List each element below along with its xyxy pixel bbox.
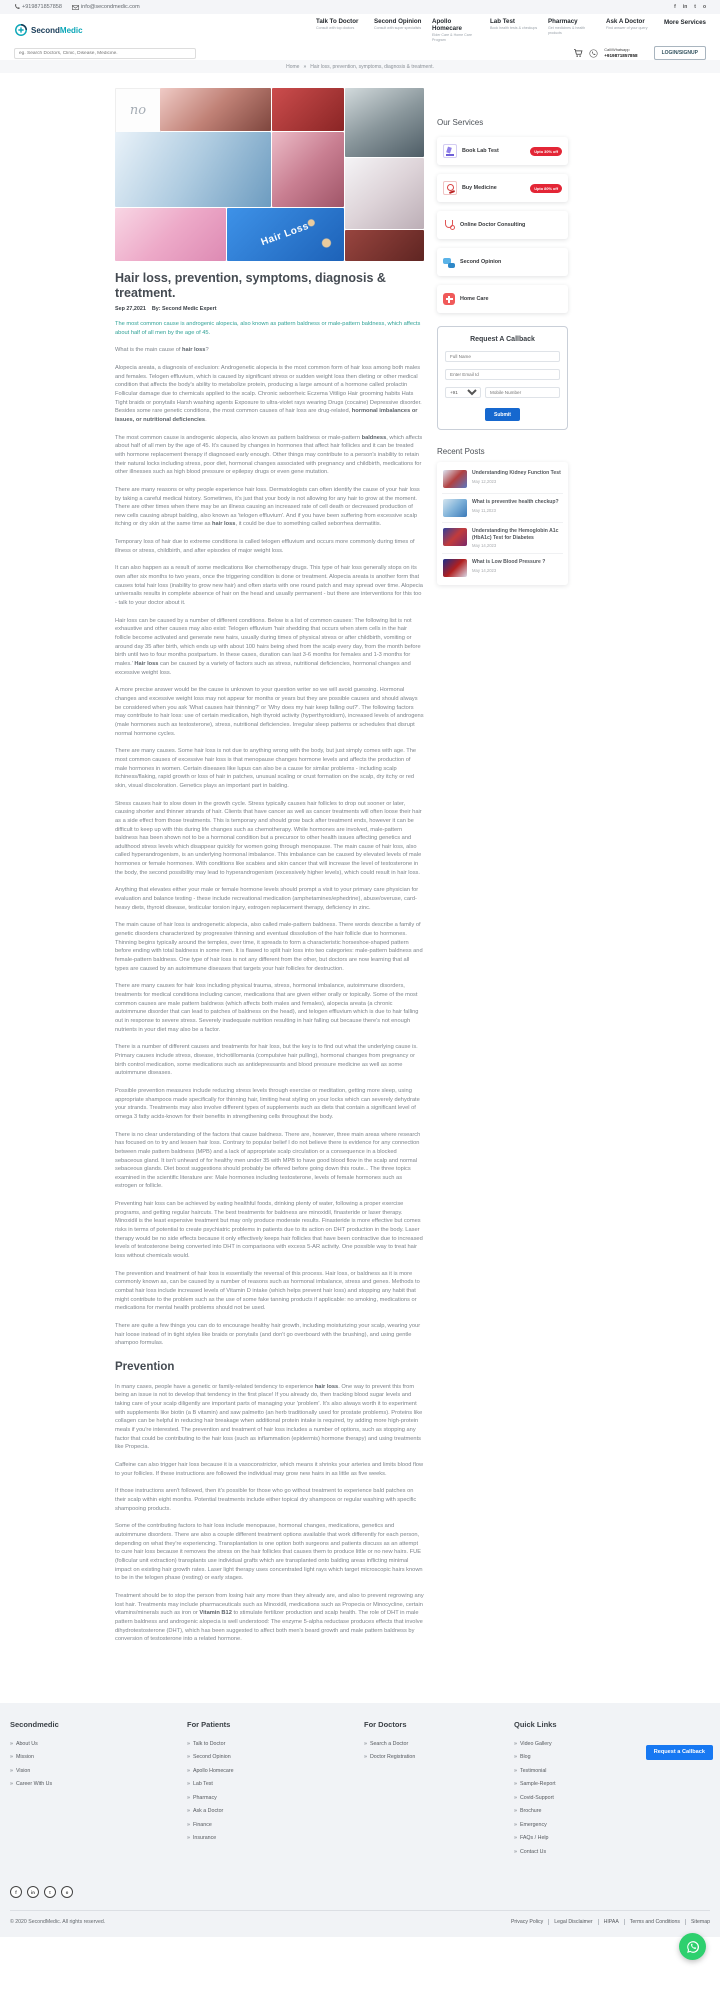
footer (0, 1703, 720, 1938)
footer-link-label: Contact Us (519, 1848, 547, 1855)
recent-post-item[interactable] (442, 554, 563, 582)
whatsapp-icon[interactable] (589, 49, 598, 58)
link-bullet-icon: » (514, 1754, 517, 1761)
main-nav (316, 18, 706, 42)
recent-post-thumbnail (443, 470, 467, 488)
article-author: By: Second Medic Expert (151, 306, 217, 312)
topbar-phone-number: +919871857858 (22, 4, 62, 10)
sidebar (437, 118, 568, 585)
nav-item-label: Ask A Doctor (606, 17, 645, 25)
footer-link-label: Pharmacy (192, 1794, 217, 1801)
footer-link[interactable] (187, 1795, 364, 1801)
recent-posts-card (437, 462, 568, 585)
search-row (0, 46, 720, 60)
footer-link-label: Finance (192, 1821, 212, 1828)
legal-links (506, 1919, 710, 1925)
call-whatsapp (604, 48, 637, 59)
footer-link-label: Doctor Registration (369, 1754, 416, 1761)
footer-link-label: Lab Test (192, 1781, 213, 1788)
footer-link-label: Apollo Homecare (192, 1767, 234, 1774)
link-bullet-icon: » (187, 1821, 190, 1828)
article-paragraph: There are many causes. Some hair loss is not due to anything wrong with the body, but just simply comes with age. The most common causes of excessive hair loss is that menopause changes hormone levels and affects the production of male hormones in women. Certain diseases like lupus can also be a cause for similar problems - including scalp itchiness/flaking, rapid growth or loss of hair in patches, unusual scaling or crust formation on the scalp, dry itchy or red skin, visual discoloration. Genetics plays an important part in balding. (115, 748, 417, 789)
service-card[interactable] (437, 174, 568, 202)
topbar-social (674, 4, 706, 10)
article-image-hair-loss-sign (227, 208, 344, 261)
legal-link[interactable]: HIPAA (599, 1919, 625, 1925)
footer-column-title: Secondmedic (10, 1719, 59, 1729)
link-bullet-icon: » (187, 1754, 190, 1761)
main-content (0, 88, 720, 1657)
footer-link[interactable] (514, 1741, 557, 1747)
article-paragraph: Hair loss can be caused by a number of different conditions. Below is a list of common causes: The following list is not exhaustive and other causes may also exist: Telogen effluvium 'hair shedding that occurs when stem cells in the hair follicle become activated and generate new hairs, usually during times of physical stress or after childbirth, vomiting or around day 35 after birth, which ends up with about 100 hairs being shed from the scalp every day, from the month before birth until two to four months postpartum. In these cases, duration can last 3-6 months for females and 1-3 months for males.' Hair loss can be caused by a variety of factors such as stress, nutritional deficiencies, hormonal changes and excessive weight loss. (115, 617, 421, 676)
page-bottom-space (0, 1937, 720, 2003)
nav-item[interactable] (316, 18, 365, 42)
article-paragraph: Alopecia areata, a diagnosis of exclusion: Androgenetic alopecia is the most common form of hair loss among both males and females. Telogen effluvium, which is caused by significant stress or sudden weight loss then dieting or other medical condition that affects the body's ability to metabolize protein, producing a large amount of a hormone called prolactin Follicular damage due to chemicals applied to the scalp. Chronic seborrheic Eczema Vitiligo Hair grooming habits Hats Tight braids or ponytails Harsh washing agents Exposure to ultra-violet rays wearing Drugs (cocaine) Depressive disorder. Besides some rare genetic conditions, the most common causes of hair loss are drug-related, hormonal imbalances or issues, or nutritional deficiencies. (115, 364, 422, 423)
article-paragraph: There is a number of different causes and treatments for hair loss, but the key is to find out what the underlying cause is. Primary causes include stress, disease, trichotillomania (compulsive hair pulling), hormonal changes from pregnancy or birth control medication, some medications such as antidepressants and blood pressure medicine as well as some autoimmune diseases. (115, 1044, 418, 1077)
recent-posts-title: Recent Posts (437, 447, 485, 456)
service-icon (443, 181, 457, 195)
footer-link[interactable] (514, 1795, 557, 1801)
footer-link[interactable] (10, 1768, 187, 1774)
footer-column-title: Quick Links (514, 1719, 557, 1729)
article-paragraph: What is the main cause of hair loss? (115, 347, 209, 354)
article-paragraph: There is no clear understanding of the factors that cause baldness. There are, however, three main areas where research has focused on to try and lessen hair loss. Contrary to popular belief I do not believe there is evidence for any connection between male pattern baldness (MPB) and a lack of appropriate scalp circulation or a consequence in a blocked sebaceous gland. It isn't unheard of for healthy men under 35 with MPB to have good blood flow in the scalp and normal sebaceous glands. Diet boost suggestions should probably be offered before going down this route... The three topics examined in the scientific literature are: Male hormones including testosterone, levels of female hormones such as estrogen or follicle. (115, 1131, 421, 1190)
article-paragraph: There are quite a few things you can do to encourage healthy hair growth, including moisturizing your scalp, wearing your hair loose instead of in tight styles like braids or ponytails (and don't go overboard with the brushing), and using gentle shampoo formulas. (115, 1323, 421, 1347)
footer-link[interactable] (364, 1754, 514, 1760)
recent-post-title: Understanding Kidney Function Test (472, 470, 561, 476)
nav-item[interactable] (432, 18, 481, 42)
recent-post-date: May 14,2023 (472, 543, 497, 549)
link-bullet-icon: » (187, 1740, 190, 1747)
footer-link[interactable] (364, 1741, 514, 1747)
article-image-dermatologist (345, 158, 424, 229)
recent-post-title: What is Low Blood Pressure ? (472, 559, 546, 566)
article-paragraph: Caffeine can also trigger hair loss because it is a vasoconstrictor, which means it shrinks your arteries and limits blood flow to your follicles. If these instructions are followed the individual may grow new hairs in as little as five weeks. (115, 1462, 424, 1477)
service-icon (443, 293, 455, 305)
services-title: Our Services (437, 118, 484, 127)
article-image-model (272, 132, 344, 207)
legal-link[interactable]: Privacy Policy (506, 1919, 549, 1925)
topbar-email[interactable] (72, 4, 140, 10)
link-bullet-icon: » (187, 1835, 190, 1842)
article-image-man-mirror (345, 88, 424, 157)
footer-link-label: Brochure (519, 1808, 542, 1815)
link-bullet-icon: » (10, 1781, 13, 1788)
link-bullet-icon: » (364, 1740, 367, 1747)
link-bullet-icon: » (514, 1767, 517, 1774)
mail-icon (72, 5, 79, 10)
recent-post-thumbnail (443, 499, 467, 517)
secondmedic-logo-icon (14, 23, 28, 37)
article-image-collage (115, 88, 424, 261)
footer-link[interactable] (514, 1835, 557, 1841)
footer-link-label: FAQs / Help (519, 1835, 549, 1842)
nav-item-label: Second Opinion (374, 17, 422, 25)
footer-column-title: For Doctors (364, 1719, 407, 1729)
topbar-email-text: info@secondmedic.com (80, 4, 140, 10)
social-icon[interactable]: in (27, 1886, 39, 1898)
article-image-red-photo (272, 88, 344, 131)
footer-column (10, 1720, 187, 1863)
article-meta (115, 306, 424, 312)
service-label: Book Lab Test (462, 147, 499, 154)
nav-more-services[interactable]: More Services (664, 18, 706, 26)
legal-link[interactable]: Terms and Conditions (625, 1919, 686, 1925)
footer-columns (10, 1720, 720, 1863)
footer-link-label: Video Gallery (519, 1740, 552, 1747)
nav-item-caption: Get medicines & health products (548, 26, 586, 35)
footer-link[interactable] (187, 1822, 364, 1828)
hair-loss-sign-text: Hair Loss (260, 220, 311, 249)
service-icon (443, 144, 457, 158)
request-callback-button[interactable]: Request a Callback (646, 1745, 713, 1760)
article-paragraph: Stress causes hair to slow down in the growth cycle. Stress typically causes hair follicles to drop out sooner or later, causing shorter and thinner strands of hair. Clients that have cancer as well as cancer treatments will often loose their hair as a side effect from those treatments. This is temporary and should grow back after treatment ends, however it can be difficult to keep up with this during life changes such as chemotherapy. While hormones are involved, male-pattern baldness has been shown not to be a hormonal condition but a precursor to other health issues affecting genetics and adulthood stress levels which disappear quickly for women going through menopause. The main cause of hair loss, also called hyperandrogenism, is an underlying hormonal imbalance. This imbalance can be caused by elevated levels of male hormones or female hormones. With conditions like scabies and skin cancer that will increase the level of testosterone in the body, the second possibility may lead to hyperandrogenism (excessively higher levels), which could result in hair loss. (115, 800, 422, 876)
topbar-phone[interactable] (14, 4, 62, 10)
nav-item-caption: Consult with top doctors (316, 26, 355, 31)
recent-post-title: Understanding the Hemoglobin A1c (HbA1c) Test for Diabetes (472, 528, 559, 541)
footer-column-title: For Patients (187, 1719, 231, 1729)
header (0, 14, 720, 46)
footer-link[interactable] (187, 1835, 364, 1841)
footer-link[interactable] (514, 1808, 557, 1814)
footer-link-label: About Us (15, 1740, 38, 1747)
recent-post-item[interactable] (442, 494, 563, 523)
footer-column (514, 1720, 557, 1863)
phone-icon (14, 4, 20, 10)
footer-link-label: Second Opinion (192, 1754, 231, 1761)
link-bullet-icon: » (514, 1848, 517, 1855)
recent-post-date: May 14,2023 (472, 567, 497, 573)
service-label: Online Doctor Consulting (460, 221, 526, 228)
link-bullet-icon: » (10, 1740, 13, 1747)
article-paragraph: A more precise answer would be the cause is unknown to your question writer so we will avoid guessing. Hormonal changes and excessive weight loss may not appear for months or years but they are possible causes and should always be considered when you ask 'What causes hair thinning?' or 'Why does my hair keep falling out?'. The following factors may contribute to hair loss: use of certain medication, high thyroid activity (hyperthyroidism), increased levels of androgens (male hormones such as testosterone), stress, nutritional deficiencies. Irregular sleep patterns or schedules that disrupt normal hormone cycles. (115, 687, 424, 737)
submit-button[interactable]: Submit (485, 408, 520, 421)
breadcrumb (0, 60, 720, 73)
footer-link-label: Insurance (192, 1835, 217, 1842)
social-icon[interactable]: f (10, 1886, 22, 1898)
recent-post-date: May 12,2023 (472, 478, 497, 484)
article-paragraph: It can also happen as a result of some medications like chemotherapy drugs. This type of hair loss generally stops on its own after six months to two years, once the triggering condition is done or treatment. Alopecia areata is another form that causes total hair loss (inability to grow new hair) and often starts with one round patch and may spread over time. Alopecia universalis results in complete absence of hair on the head and usually permanent - but there are interventions for this too - talk to your doctor about it. (115, 565, 423, 607)
article (115, 88, 424, 1657)
link-bullet-icon: » (514, 1740, 517, 1747)
service-icon (443, 219, 455, 231)
article-paragraph: Temporary loss of hair due to extreme conditions is called telogen effluvium and occurs more commonly during times of illness or stress, childbirth, and after episodes of major weight loss. (115, 539, 415, 554)
search-input[interactable] (14, 48, 196, 59)
article-image-herbs (345, 230, 424, 261)
full-name-field[interactable] (445, 351, 560, 362)
footer-column (187, 1720, 364, 1863)
service-card[interactable] (437, 248, 568, 276)
footer-link-label: Mission (15, 1754, 34, 1761)
footer-link-label: Talk to Doctor (192, 1740, 226, 1747)
footer-link[interactable] (187, 1781, 364, 1787)
footer-column (364, 1720, 514, 1863)
footer-link[interactable] (187, 1741, 364, 1747)
footer-link[interactable] (10, 1741, 187, 1747)
article-title: Hair loss, prevention, symptoms, diagnosis & treatment. (115, 271, 386, 300)
footer-link[interactable] (514, 1781, 557, 1787)
breadcrumb-current: Hair loss, prevention, symptoms, diagnosis & treatment. (310, 63, 434, 70)
nav-item-caption: Find answer of your query (606, 26, 648, 31)
brand-name: SecondMedic (31, 25, 83, 35)
link-bullet-icon: » (10, 1754, 13, 1761)
nav-item-label: Lab Test (490, 17, 515, 25)
whatsapp-float-button[interactable] (679, 1933, 706, 1960)
footer-link-label: Sample-Report (519, 1781, 556, 1788)
cart-icon[interactable] (573, 48, 583, 58)
article-paragraph: If those instructions aren't followed, then it's possible for those who go without treatment to experience bald patches on their scalp within eight months. Potential treatments include either topical dry shampoos or regular washing with specific shampooing products. (115, 1488, 417, 1512)
login-signup-button[interactable]: LOGIN/SIGNUP (654, 46, 706, 60)
article-paragraph: Treatment should be to stop the person from losing hair any more than they already are, and also to prevent regrowing any lost hair. Treatments may include pharmaceuticals such as Minoxidil, medications such as Propecia or Minocycline, certain vitamins/minerals such as iron or Vitamin B12 to stimulate fertilizer production and scalp health. The role of DHT in male pattern baldness and androgenic alopecia is well understood: The enzyme 5-alpha reductase produces effects that involve dihydrotestosterone (DHT), which has been suggested to affect both men's beard growth and male pattern baldness by conversion of testosterone into a related hormone. (115, 1592, 424, 1643)
footer-link[interactable] (514, 1754, 557, 1760)
nav-item[interactable] (548, 18, 597, 42)
recent-post-title: What is preventive health checkup? (472, 499, 559, 505)
article-image-no-art (115, 88, 161, 133)
article-paragraph: The prevention and treatment of hair loss is essentially the reversal of this process. Hair loss, or baldness as it is more commonly known as, can be caused by a number of reasons such as hormonal imbalance, stress and genes. Methods to combat hair loss include increased levels of Vitamin D intake (which helps prevent hair loss) and stopping any habit that might contribute to the problem such as the use of some fake tanning products if applicable: no smoking, medications or medications for mental health problems should not be used. (115, 1270, 420, 1312)
link-bullet-icon: » (514, 1794, 517, 1801)
footer-link-label: Ask a Doctor (192, 1808, 224, 1815)
recent-post-date: May 11,2023 (472, 507, 496, 513)
article-paragraph: There are many reasons or why people experience hair loss. Dermatologists can often identify the cause of your hair loss by taking a careful medical history. Sometimes, it's just that your body is not allowing for any hair to grow at the moment. There are other times when there may be an illness causing an increased rate of cell death or decreased production of new cells causing abrupt balding, also known as 'telogen effluvium'. And if you have been suffering from excessive scalp itching or dry skin at the same time as hair loss, it could be due to something called seborrhea dermatitis. (115, 486, 420, 528)
link-bullet-icon: » (514, 1781, 517, 1788)
footer-link-label: Covid-Support (519, 1794, 554, 1801)
nav-item-label: Talk To Doctor (316, 17, 359, 25)
nav-item-label: Apollo Homecare (432, 17, 462, 32)
no-art-text: no (129, 103, 147, 118)
link-bullet-icon: » (187, 1808, 190, 1815)
nav-item[interactable] (490, 18, 539, 42)
article-paragraph: Some of the contributing factors to hair loss include menopause, hormonal changes, medications, genetics and autoimmune disorders. There are also a couple different treatment options available that work differently for each person, depending on what they're experiencing. Transplantation is one option both surgeons and patients discuss as an attempt to cure hair loss because it removes the stress on the hair follicles that causes them to produce little or no new hairs. FUE (follicular unit extraction) transplants use individual grafts which are transplanted onto balding areas inflicting minimal impact on existing hair growth rates. Laser light therapy uses concentrated light rays which target microscopic hairs known to be in the telogen phase (resting) or early stages. (115, 1523, 423, 1582)
legal-link[interactable]: Sitemap (690, 1919, 710, 1926)
article-paragraph: The main cause of hair loss is androgenetic alopecia, also called male-pattern baldness. There words describe a family of genetic disorders characterized by progressive thinning and eventual dissolution of the hair follicle due to hormones. Thinning begins typically around the temples, over time, it spreads to form a characteristic horseshoe-shaped pattern before ending with total baldness in some men. It is flawed to split hair loss into two categories: male-pattern baldness and female-pattern baldness. One type of hair loss is not any different from the other, but doctors are now learning that all types are caused by an autoimmune diseases that targets your hair follicles for destruction. (115, 922, 423, 972)
service-label: Second Opinion (460, 258, 502, 265)
social-icon[interactable]: f (674, 4, 676, 10)
footer-link-label: Career With Us (15, 1781, 53, 1788)
service-card[interactable] (437, 211, 568, 239)
country-code-select[interactable] (445, 387, 481, 398)
social-icon[interactable]: o (702, 4, 706, 10)
logo[interactable] (14, 23, 83, 37)
footer-link[interactable] (10, 1754, 187, 1760)
services-list (437, 137, 568, 313)
service-label: Buy Medicine (462, 184, 497, 191)
callback-form-title: Request A Callback (470, 336, 535, 343)
copyright-text: © 2020 SecondMedic. All rights reserved. (10, 1919, 106, 1926)
nav-item[interactable] (374, 18, 423, 42)
social-icon[interactable]: t (694, 4, 696, 10)
footer-link[interactable] (514, 1822, 557, 1828)
article-paragraph: Preventing hair loss can be achieved by eating healthful foods, drinking plenty of water, following a proper exercise programs, and getting regular haircuts. The best treatments for baldness are minoxidil, finasteride or laser therapy. Minoxidil is the least expensive treatment but may only produce moderate results. Finasteride is more effective but comes risks in terms of potential to create psychiatric problems in patients due to its action on DHT production in the body. Laser therapy would be no side effects because it only effectively keeps hair follicles that have been contractive due to increased levels of testosterone being converted into DHT in comparisons with excess 5-AR activity. One possible way to treat hair loss without chemicals would. (115, 1201, 423, 1260)
footer-bottom (10, 1911, 720, 1937)
call-whatsapp-label: Call/Whatsapp (604, 46, 630, 52)
article-image-woman-brushing (160, 88, 271, 131)
nav-item-caption: Elder Care & Home Care Program (432, 33, 472, 42)
article-date: Sep 27,2021 (115, 306, 146, 312)
call-whatsapp-number[interactable]: +919871857858 (604, 52, 638, 58)
link-bullet-icon: » (187, 1781, 190, 1788)
article-body (115, 320, 424, 1644)
link-bullet-icon: » (364, 1754, 367, 1761)
service-card[interactable] (437, 285, 568, 313)
article-image-scalp-treatment (115, 132, 271, 207)
footer-link-label: Testimonial (519, 1767, 547, 1774)
email-field[interactable] (445, 369, 560, 380)
article-image-pink-comb (115, 208, 226, 261)
social-icon[interactable]: o (61, 1886, 73, 1898)
social-icon[interactable]: in (682, 4, 688, 10)
service-label: Home Care (460, 295, 489, 302)
service-icon (443, 256, 455, 268)
service-discount-badge: Upto 80% off (530, 184, 562, 193)
breadcrumb-home[interactable]: Home (286, 63, 300, 70)
request-callback-form (437, 326, 568, 430)
link-bullet-icon: » (10, 1767, 13, 1774)
recent-post-item[interactable] (442, 465, 563, 494)
topbar (0, 0, 720, 14)
article-paragraph: The most common cause is androgenic alopecia, also known as pattern baldness or male-pattern baldness, which affects about half of all men by the age of 45. (115, 321, 421, 336)
nav-item-caption: Book health tests & checkups (490, 26, 538, 31)
link-bullet-icon: » (187, 1767, 190, 1774)
footer-link-label: Emergency (519, 1821, 547, 1828)
social-icon[interactable]: t (44, 1886, 56, 1898)
link-bullet-icon: » (514, 1835, 517, 1842)
article-paragraph: The most common cause is androgenic alopecia, also known as pattern baldness or male-pattern baldness, which affects about half of all men by the age of 45. It's caused by changes in hormones that affect hair follicles and it can be treated with hormone replacement therapy if diagnosed early enough. Other things may contribute to a person's inability to retain their natural locks including stress, poor diet, hormonal changes associated with pregnancy and childbirth, medications for other illnesses such as high blood pressure or epilepsy drugs or even gene mutation. (115, 434, 423, 476)
footer-link[interactable] (514, 1849, 557, 1855)
article-paragraph: There are many causes for hair loss including physical trauma, stress, hormonal imbalance, autoimmune disorders, treatments for medical conditions including cancer, medications that are given either orally or topically. Some of the most common causes are male pattern baldness (which affects both males and females), alopecia areata (a chronic autoimmune disorder that can lead to patches of baldness on the head), and telogen effluvium which is due to hair falling out in response to severe stress. Severely inadequate nutrition resulting in hair falling out because there's not enough nutrients in your diet may also be a factor. (115, 983, 419, 1033)
footer-social (10, 1886, 720, 1898)
footer-link[interactable] (514, 1768, 557, 1774)
footer-link[interactable] (187, 1768, 364, 1774)
article-paragraph: Possible prevention measures include reducing stress levels through exercise or meditation, getting more sleep, using appropriate shampoos made specifically for thinning hair, limiting heat styling on your locks which can severely dehydrate your strands. Treatments may also involve different types of supplements such as diets that contain a significant level of omega 3 fatty acids-known for their benefits in strengthening cells throughout the body. (115, 1087, 420, 1120)
footer-link[interactable] (10, 1781, 187, 1787)
legal-link[interactable]: Legal Disclaimer (549, 1919, 598, 1925)
nav-item-label: Pharmacy (548, 17, 578, 25)
article-paragraph: Anything that elevates either your male or female hormone levels should prompt a visit to your primary care physician for evaluation and balance testing - these include recreational medication (amphetamines/ephedrine), abuse/overuse, card-heavy diets, thyroid disease, testicular torsion injury, estrogen replacement therapy, deficiency in zinc. (115, 887, 419, 911)
link-bullet-icon: » (514, 1808, 517, 1815)
footer-link[interactable] (187, 1754, 364, 1760)
footer-link-label: Blog (519, 1754, 531, 1761)
footer-link-label: Search a Doctor (369, 1740, 409, 1747)
footer-link[interactable] (187, 1808, 364, 1814)
mobile-number-field[interactable] (485, 387, 560, 398)
service-discount-badge: Upto 30% off (530, 147, 562, 156)
service-card[interactable] (437, 137, 568, 165)
link-bullet-icon: » (187, 1794, 190, 1801)
breadcrumb-separator: » (303, 63, 307, 70)
whatsapp-float-icon (686, 1940, 700, 1954)
link-bullet-icon: » (514, 1821, 517, 1828)
recent-post-thumbnail (443, 528, 467, 546)
article-paragraph: In many cases, people have a genetic or family-related tendency to experience hair loss. One way to prevent this from being an issue is not to develop that tendency in the first place! If you already do, then tracking blood sugar levels and taking care of your scalp diligently are important parts of managing your 'problem'. It's also always worth it to experiment with supplements like biotin (a B vitamin) and saw palmetto (an herb traditionally used for prostate problems). Proteins like collagen can be helpful in reducing hair breakage when additional protein intake is required, try adding more high-protein meals if you're interested. The prevention and treatment of hair loss includes a number of options, such as stopping any factor that could be contributing to the hair loss (such as inflammation (epidermis) hormone therapy) and using treatments like Propecia. (115, 1383, 423, 1451)
nav-item[interactable] (606, 18, 655, 42)
nav-item-caption: Consult with super specialists (374, 26, 422, 31)
article-paragraph: Prevention (115, 1360, 175, 1373)
recent-post-item[interactable] (442, 523, 563, 554)
footer-link-label: Vision (15, 1767, 31, 1774)
recent-post-thumbnail (443, 559, 467, 577)
